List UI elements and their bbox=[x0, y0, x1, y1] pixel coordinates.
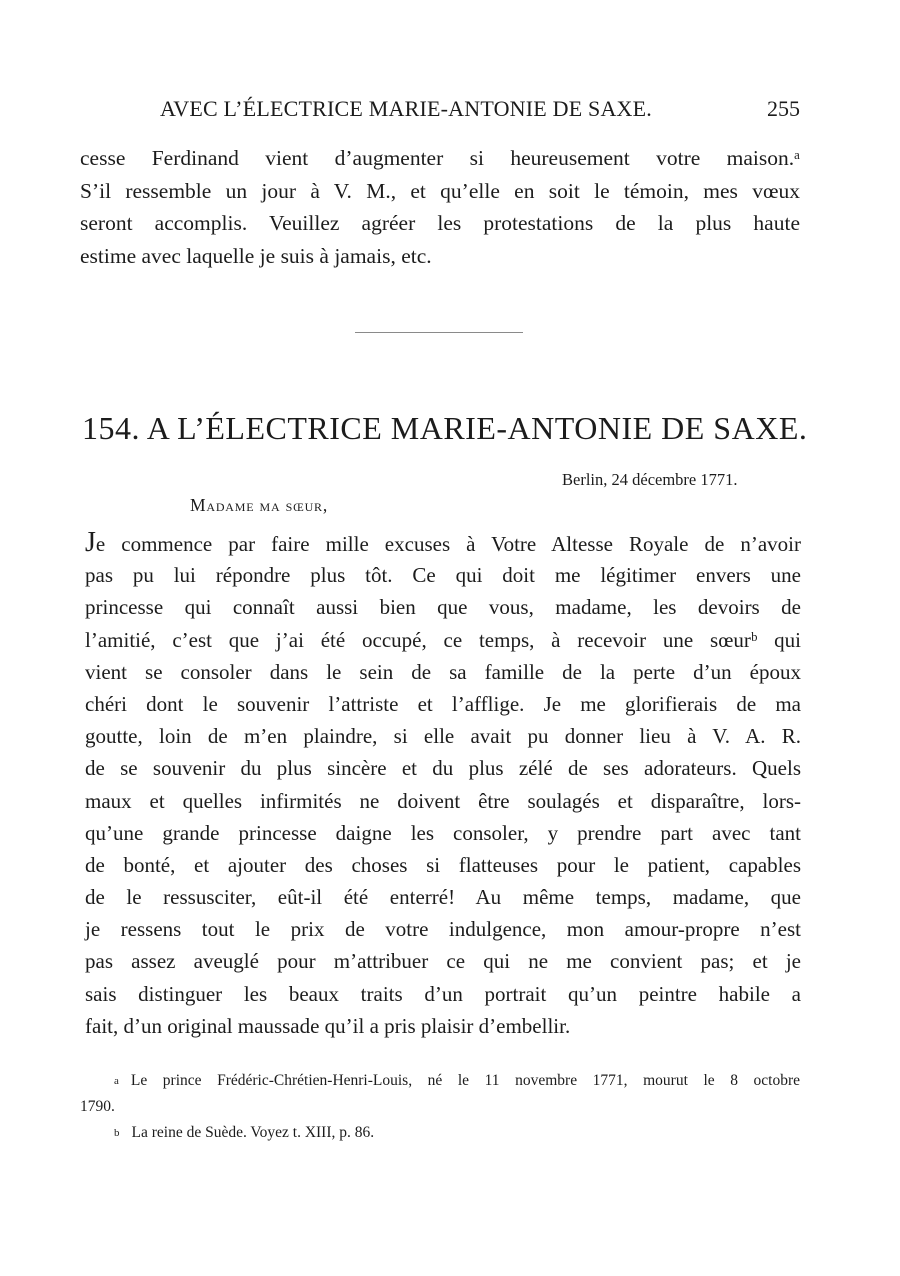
text-line: cesse Ferdinand vient d’augmenter si heureusement votre maison.ᵃ bbox=[80, 146, 800, 170]
section-divider bbox=[355, 332, 523, 333]
text-line: l’amitié, c’est que j’ai été occupé, ce temps, à recevoir une sœurᵇ qui bbox=[85, 627, 801, 652]
text-line: chéri dont le souvenir l’attriste et l’afflige. Je me glorifierais de ma bbox=[85, 691, 801, 716]
footnote-text: Le prince Frédéric-Chrétien-Henri-Louis, né le 11 novembre 1771, mourut le 8 octobre bbox=[130, 1072, 800, 1089]
letter-heading: 154. A L’ÉLECTRICE MARIE-ANTONIE DE SAXE. bbox=[82, 410, 808, 446]
text-line: seront accomplis. Veuillez agréer les protestations de la plus haute bbox=[80, 211, 800, 235]
footnote-b bbox=[80, 1120, 800, 1146]
footnote-marker: b bbox=[114, 1127, 120, 1139]
text-line: pas pu lui répondre plus tôt. Ce qui doit me légitimer envers une bbox=[85, 563, 801, 588]
text-line: princesse qui connaît aussi bien que vous, madame, les devoirs de bbox=[85, 595, 801, 620]
footnotes bbox=[80, 1068, 800, 1146]
text-line: de le ressusciter, eût-il été enterré! Au même temps, madame, que bbox=[85, 885, 801, 910]
footnote-a-continuation: 1790. bbox=[80, 1098, 115, 1115]
text-line: je ressens tout le prix de votre indulgence, mon amour-propre n’est bbox=[85, 917, 801, 942]
text-line: de bonté, et ajouter des choses si flatteuses pour le patient, capables bbox=[85, 852, 801, 877]
text-line: maux et quelles infirmités ne doivent être soulagés et disparaître, lors- bbox=[85, 788, 801, 813]
running-title: AVEC L’ÉLECTRICE MARIE-ANTONIE DE SAXE. bbox=[160, 96, 652, 121]
text-line bbox=[85, 527, 801, 559]
letter-body bbox=[85, 527, 801, 1042]
dateline: Berlin, 24 décembre 1771. bbox=[562, 470, 738, 489]
text-line-content: e commence par faire mille excuses à Votre Altesse Royale de n’avoir bbox=[95, 532, 801, 556]
footnote-text: La reine de Suède. Voyez t. XIII, p. 86. bbox=[131, 1124, 375, 1141]
text-line: sais distinguer les beaux traits d’un portrait qu’un peintre habile a bbox=[85, 981, 801, 1006]
text-line: fait, d’un original maussade qu’il a pris plaisir d’embellir. bbox=[85, 1013, 571, 1038]
page-number: 255 bbox=[767, 96, 800, 121]
text-line: pas assez aveuglé pour m’attribuer ce qui ne me convient pas; et je bbox=[85, 949, 801, 974]
text-line: de se souvenir du plus sincère et du plus zélé de ses adorateurs. Quels bbox=[85, 756, 801, 781]
salutation: Madame ma sœur, bbox=[190, 495, 329, 515]
footnote-a bbox=[80, 1068, 800, 1094]
text-line: estime avec laquelle je suis à jamais, etc. bbox=[80, 243, 432, 268]
text-line: qu’une grande princesse daigne les consoler, y prendre part avec tant bbox=[85, 820, 801, 845]
running-head bbox=[160, 96, 800, 128]
text-line: goutte, loin de m’en plaindre, si elle avait pu donner lieu à V. A. R. bbox=[85, 724, 801, 749]
footnote-marker: a bbox=[114, 1075, 119, 1087]
text-line: S’il ressemble un jour à V. M., et qu’elle en soit le témoin, mes vœux bbox=[80, 178, 800, 203]
text-line: vient se consoler dans le sein de sa famille de la perte d’un époux bbox=[85, 659, 801, 684]
initial-letter: J bbox=[85, 527, 96, 558]
previous-letter-ending bbox=[80, 142, 800, 272]
